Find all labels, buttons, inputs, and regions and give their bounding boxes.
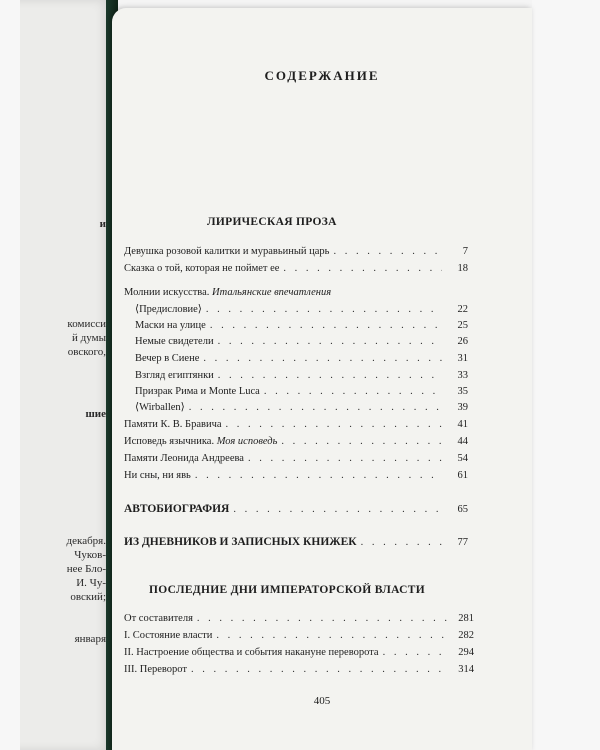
section-heading-diaries: ИЗ ДНЕВНИКОВ И ЗАПИСНЫХ КНИЖЕК (124, 536, 357, 548)
entry-title: I. Состояние власти (124, 630, 213, 641)
left-page-fragment: января (74, 633, 106, 645)
toc-entry (135, 335, 468, 348)
left-page-fragment: комисси (67, 318, 106, 330)
entry-title: II. Настроение общества и события накануне переворота (124, 647, 379, 658)
entry-title (124, 286, 331, 299)
leader-dots (210, 319, 442, 332)
leader-dots (333, 245, 442, 258)
leader-dots (264, 385, 442, 398)
left-page (0, 0, 110, 750)
entry-page: 33 (457, 370, 468, 381)
toc-entry (124, 418, 468, 431)
leader-dots (218, 335, 442, 348)
leader-dots (203, 352, 442, 365)
leader-dots (206, 303, 442, 316)
leader-dots (361, 536, 442, 549)
entry-title: Вечер в Сиене (135, 353, 200, 364)
leader-dots (281, 435, 442, 448)
entry-title: ⟨Wirballen⟩ (135, 402, 185, 413)
entry-page: 39 (457, 402, 468, 413)
leader-dots (189, 401, 442, 414)
entry-title: Памяти Леонида Андреева (124, 453, 244, 464)
section-heading-lyric-prose: ЛИРИЧЕСКАЯ ПРОЗА (207, 216, 337, 228)
leader-dots (283, 262, 442, 275)
page-title: СОДЕРЖАНИЕ (264, 68, 380, 83)
leader-dots (195, 469, 442, 482)
entry-page: 26 (457, 336, 468, 347)
left-page-fragment: И. Чу- (76, 577, 106, 589)
entry-page: 25 (457, 320, 468, 331)
toc-entry (135, 385, 468, 398)
left-page-fragment: овский; (70, 591, 106, 603)
toc-entry (124, 646, 474, 659)
entry-title: Призрак Рима и Monte Luca (135, 386, 260, 397)
entry-title: От составителя (124, 613, 193, 624)
entry-title: Взгляд египтянки (135, 370, 214, 381)
entry-title: Ни сны, ни явь (124, 470, 191, 481)
entry-page: 7 (462, 246, 468, 257)
entry-page: 44 (457, 436, 468, 447)
leader-dots (233, 503, 442, 516)
leader-dots (218, 369, 442, 382)
left-page-fragment: нее Бло- (66, 563, 106, 575)
entry-page: 281 (458, 613, 474, 624)
leader-dots (216, 629, 448, 642)
left-page-fragment: и (99, 218, 106, 230)
entry-title-plain: Исповедь язычника. (124, 436, 215, 447)
entry-page: 22 (457, 304, 468, 315)
leader-dots (248, 452, 442, 465)
entry-title: Маски на улице (135, 320, 206, 331)
entry-title-italic: Моя исповедь (216, 436, 278, 447)
toc-entry (124, 612, 474, 625)
left-page-fragment: Чуков- (74, 549, 106, 561)
entry-page: 31 (457, 353, 468, 364)
left-page-fragment: й думы (72, 332, 106, 344)
entry-title: Сказка о той, которая не поймет ее (124, 263, 280, 274)
toc-entry (135, 319, 468, 332)
contents-page (112, 8, 532, 750)
toc-entry (135, 401, 468, 414)
toc-entry (124, 435, 468, 448)
toc-entry (135, 369, 468, 382)
toc-entry (124, 629, 474, 642)
left-page-fragment: овского, (67, 346, 106, 358)
entry-title: Девушка розовой калитки и муравьиный царь (124, 246, 330, 257)
entry-page: 294 (458, 647, 474, 658)
toc-entry (124, 245, 468, 258)
leader-dots (226, 418, 442, 431)
entry-page: 282 (458, 630, 474, 641)
leader-dots (383, 646, 448, 659)
toc-entry (124, 262, 468, 275)
toc-entry-diaries (124, 536, 468, 549)
entry-page: 41 (457, 419, 468, 430)
left-page-fragment: шие (85, 408, 106, 420)
leader-dots (191, 663, 448, 676)
entry-page: 35 (457, 386, 468, 397)
entry-page: 61 (457, 470, 468, 481)
toc-entry (124, 469, 468, 482)
section-heading-autobiography: АВТОБИОГРАФИЯ (124, 503, 230, 515)
toc-entry (135, 352, 468, 365)
entry-title: Памяти К. В. Бравича (124, 419, 222, 430)
page-number: 405 (313, 695, 331, 707)
toc-entry-autobiography (124, 503, 468, 516)
page-edge (0, 0, 20, 750)
toc-entry (124, 286, 468, 299)
entry-title: Немые свидетели (135, 336, 214, 347)
left-page-fragment: декабря. (66, 535, 106, 547)
toc-entry (124, 452, 468, 465)
entry-page: 54 (457, 453, 468, 464)
toc-entry (124, 663, 474, 676)
entry-page: 65 (457, 504, 468, 515)
toc-entry (135, 303, 468, 316)
entry-title: III. Переворот (124, 664, 187, 675)
entry-title: ⟨Предисловие⟩ (135, 304, 202, 315)
leader-dots (197, 612, 448, 625)
entry-title-italic: Итальянские впечатления (212, 287, 332, 298)
entry-page: 314 (458, 664, 474, 675)
entry-page: 77 (457, 537, 468, 548)
entry-page: 18 (457, 263, 468, 274)
entry-title (124, 435, 277, 448)
entry-title-plain: Молнии искусства. (124, 287, 210, 298)
section-heading-last-days: ПОСЛЕДНИЕ ДНИ ИМПЕРАТОРСКОЙ ВЛАСТИ (149, 584, 425, 596)
background-strip (532, 0, 600, 750)
